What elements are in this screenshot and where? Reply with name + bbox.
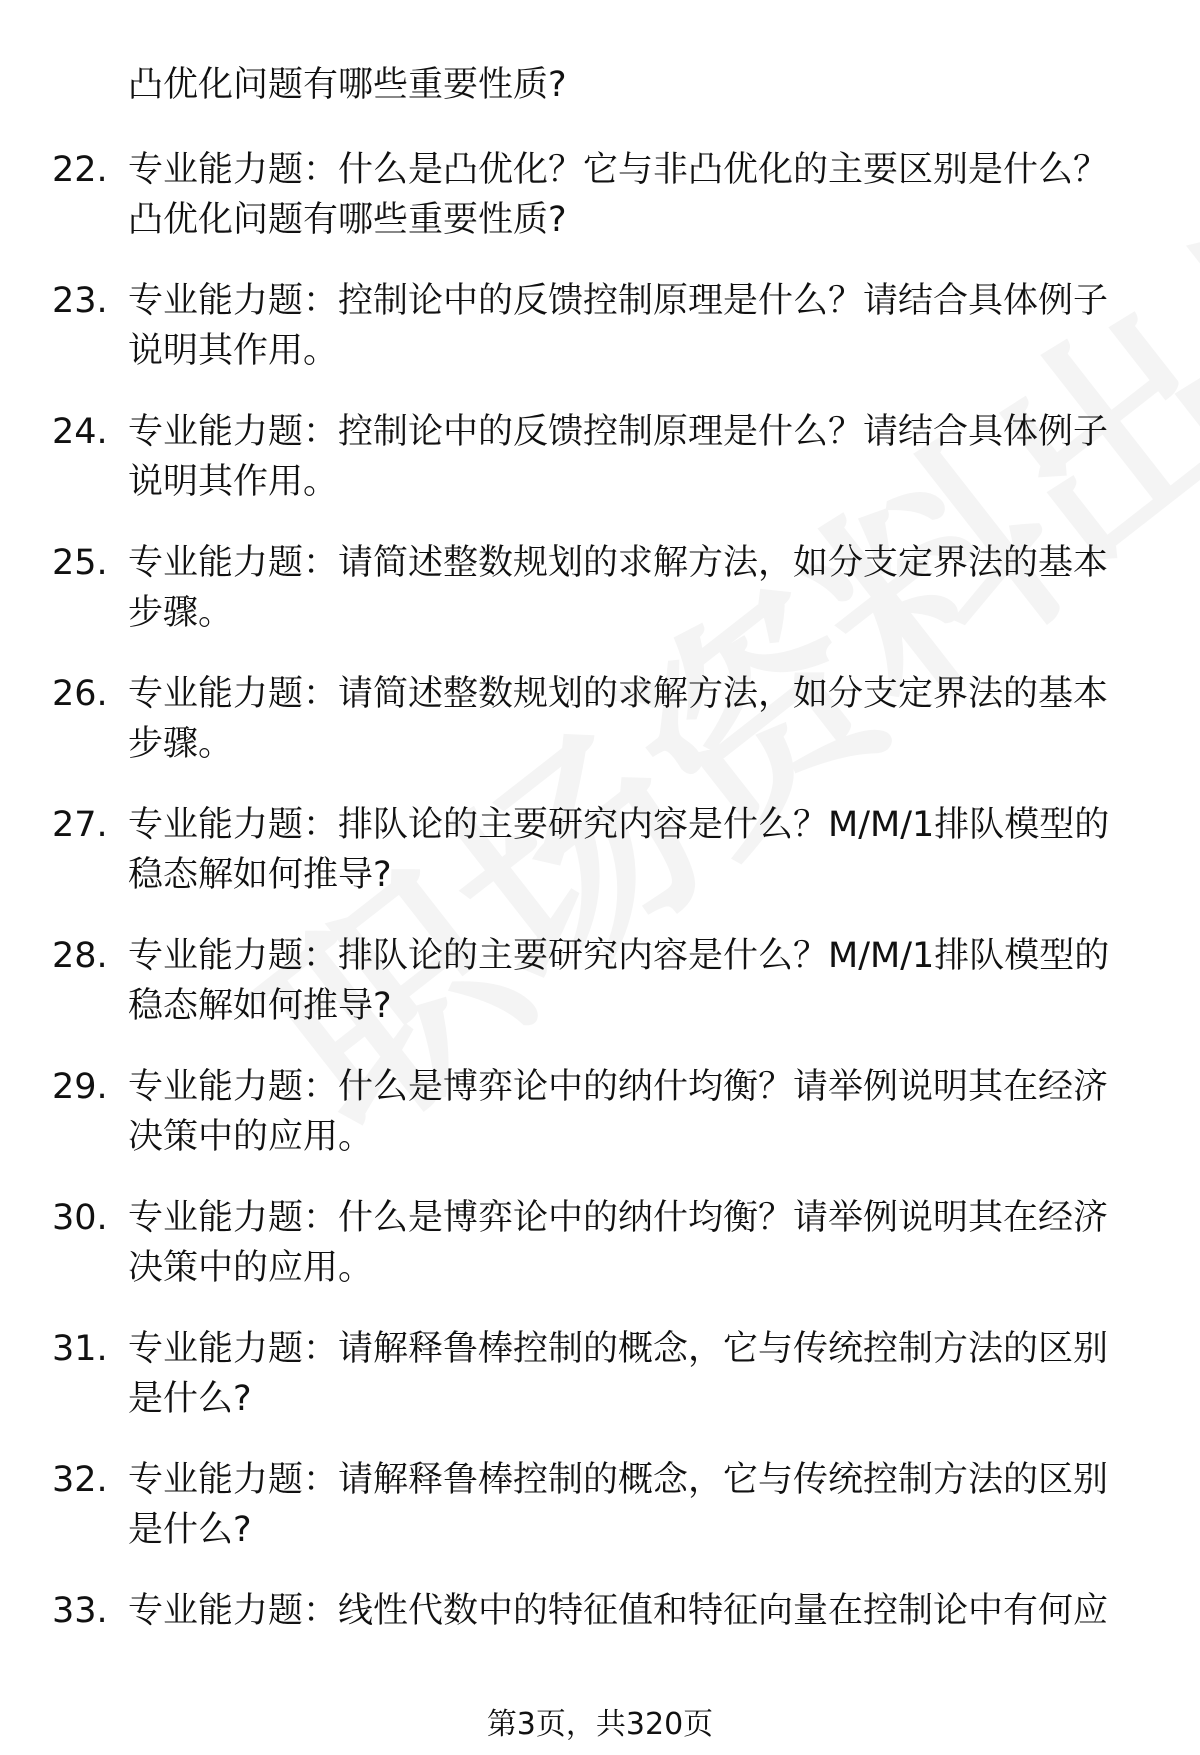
question-text xyxy=(128,538,1148,638)
continuation-text: 凸优化问题有哪些重要性质? xyxy=(128,65,567,105)
question-text xyxy=(128,800,1148,900)
question-text xyxy=(128,1193,1148,1293)
question-text-line: 决策中的应用。 xyxy=(128,1248,374,1288)
question-list xyxy=(0,145,1200,1717)
question-text-line: 专业能力题：请简述整数规划的求解方法，如分支定界法的基本 xyxy=(128,674,1109,714)
question-number: 26. xyxy=(52,674,108,714)
question-text xyxy=(128,1062,1148,1162)
question-item xyxy=(0,1586,1200,1717)
question-text-line: 步骤。 xyxy=(128,724,234,764)
question-text-line: 专业能力题：什么是博弈论中的纳什均衡？请举例说明其在经济 xyxy=(128,1067,1109,1107)
question-number: 33. xyxy=(52,1591,108,1631)
question-item xyxy=(0,931,1200,1062)
question-number: 23. xyxy=(52,281,108,321)
question-number: 28. xyxy=(52,936,108,976)
question-number: 22. xyxy=(52,150,108,190)
question-text xyxy=(128,145,1148,245)
question-text xyxy=(128,1324,1148,1424)
question-item xyxy=(0,800,1200,931)
question-number: 32. xyxy=(52,1460,108,1500)
question-item xyxy=(0,1193,1200,1324)
page-footer: 第3页，共320页 xyxy=(486,1707,714,1742)
question-text-line: 是什么? xyxy=(128,1510,252,1550)
question-text-line: 专业能力题：排队论的主要研究内容是什么？M/M/1排队模型的 xyxy=(128,805,1110,845)
question-text-line: 专业能力题：排队论的主要研究内容是什么？M/M/1排队模型的 xyxy=(128,936,1110,976)
question-text-line: 专业能力题：请简述整数规划的求解方法，如分支定界法的基本 xyxy=(128,543,1109,583)
question-text-line: 说明其作用。 xyxy=(128,462,339,502)
question-text xyxy=(128,1586,1148,1636)
question-item xyxy=(0,1062,1200,1193)
question-text-line: 专业能力题：什么是凸优化？它与非凸优化的主要区别是什么？ xyxy=(128,150,1109,190)
question-text-line: 步骤。 xyxy=(128,593,234,633)
question-text-line: 专业能力题：控制论中的反馈控制原理是什么？请结合具体例子 xyxy=(128,281,1109,321)
question-item xyxy=(0,407,1200,538)
question-text-line: 专业能力题：什么是博弈论中的纳什均衡？请举例说明其在经济 xyxy=(128,1198,1109,1238)
question-item xyxy=(0,669,1200,800)
question-text xyxy=(128,407,1148,507)
question-text xyxy=(128,1455,1148,1555)
question-text-line: 专业能力题：控制论中的反馈控制原理是什么？请结合具体例子 xyxy=(128,412,1109,452)
question-text xyxy=(128,669,1148,769)
question-number: 25. xyxy=(52,543,108,583)
question-item xyxy=(0,276,1200,407)
question-item xyxy=(0,538,1200,669)
question-text-line: 专业能力题：请解释鲁棒控制的概念，它与传统控制方法的区别 xyxy=(128,1329,1109,1369)
question-text-line: 凸优化问题有哪些重要性质? xyxy=(128,200,567,240)
question-text-line: 决策中的应用。 xyxy=(128,1117,374,1157)
question-number: 31. xyxy=(52,1329,108,1369)
question-number: 30. xyxy=(52,1198,108,1238)
question-text-line: 说明其作用。 xyxy=(128,331,339,371)
question-number: 27. xyxy=(52,805,108,845)
question-text-line: 专业能力题：线性代数中的特征值和特征向量在控制论中有何应 xyxy=(128,1591,1109,1631)
question-text xyxy=(128,276,1148,376)
question-item xyxy=(0,1324,1200,1455)
question-text-line: 是什么? xyxy=(128,1379,252,1419)
question-text-line: 专业能力题：请解释鲁棒控制的概念，它与传统控制方法的区别 xyxy=(128,1460,1109,1500)
question-text xyxy=(128,931,1148,1031)
question-number: 24. xyxy=(52,412,108,452)
question-text-line: 稳态解如何推导? xyxy=(128,855,392,895)
question-text-line: 稳态解如何推导? xyxy=(128,986,392,1026)
question-item xyxy=(0,145,1200,276)
question-item xyxy=(0,1455,1200,1586)
question-number: 29. xyxy=(52,1067,108,1107)
